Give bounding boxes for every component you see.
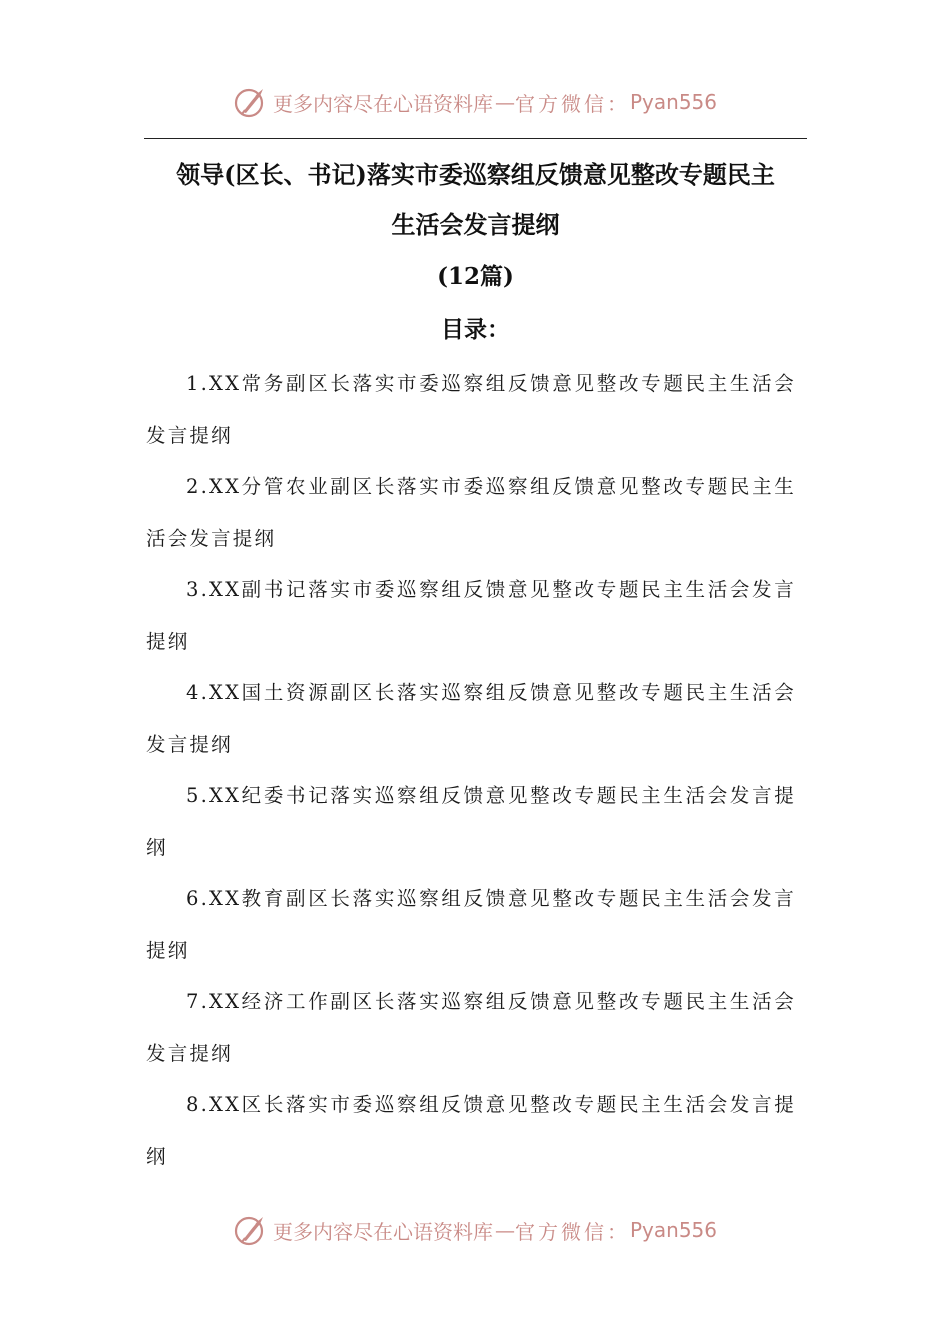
footer-watermark [0,1210,950,1250]
toc-item: 6.XX教育副区长落实巡察组反馈意见整改专题民主生活会发言提纲 [146,887,796,962]
toc-item: 1.XX常务副区长落实市委巡察组反馈意见整改专题民主生活会发言提纲 [146,372,796,447]
document-article-count: (12篇) [437,263,514,290]
watermark-sub-text: 官方微信： [514,91,630,116]
document-title-line-2: 生活会发言提纲 [391,210,560,239]
toc-heading: 目录： [441,316,510,343]
watermark-main-text: 更多内容尽在心语资料库 [272,91,493,116]
watermark-main-text: 更多内容尽在心语资料库 [272,1219,493,1244]
document-title-line-1: 领导(区长、书记)落实市委巡察组反馈意见整改专题民主 [176,160,775,189]
toc-item: 3.XX副书记落实市委巡察组反馈意见整改专题民主生活会发言提纲 [146,578,796,653]
watermark-wechat-id: Pyan556 [629,90,717,114]
toc-item: 5.XX纪委书记落实巡察组反馈意见整改专题民主生活会发言提纲 [146,784,796,859]
quill-pen-logo-icon [233,1213,267,1247]
watermark-dash: — [494,90,513,114]
watermark-wechat-id: Pyan556 [629,1218,717,1242]
toc-item: 7.XX经济工作副区长落实巡察组反馈意见整改专题民主生活会发言提纲 [146,990,796,1065]
toc-item: 8.XX区长落实市委巡察组反馈意见整改专题民主生活会发言提纲 [146,1093,796,1168]
toc-item: 4.XX国土资源副区长落实巡察组反馈意见整改专题民主生活会发言提纲 [146,681,796,756]
quill-pen-logo-icon [233,85,267,119]
header-divider [144,138,807,139]
watermark-sub-text: 官方微信： [514,1219,630,1244]
header-watermark [0,82,950,122]
watermark-dash: — [494,1218,513,1242]
table-of-contents [146,358,796,1182]
toc-item: 2.XX分管农业副区长落实市委巡察组反馈意见整改专题民主生活会发言提纲 [146,475,796,550]
